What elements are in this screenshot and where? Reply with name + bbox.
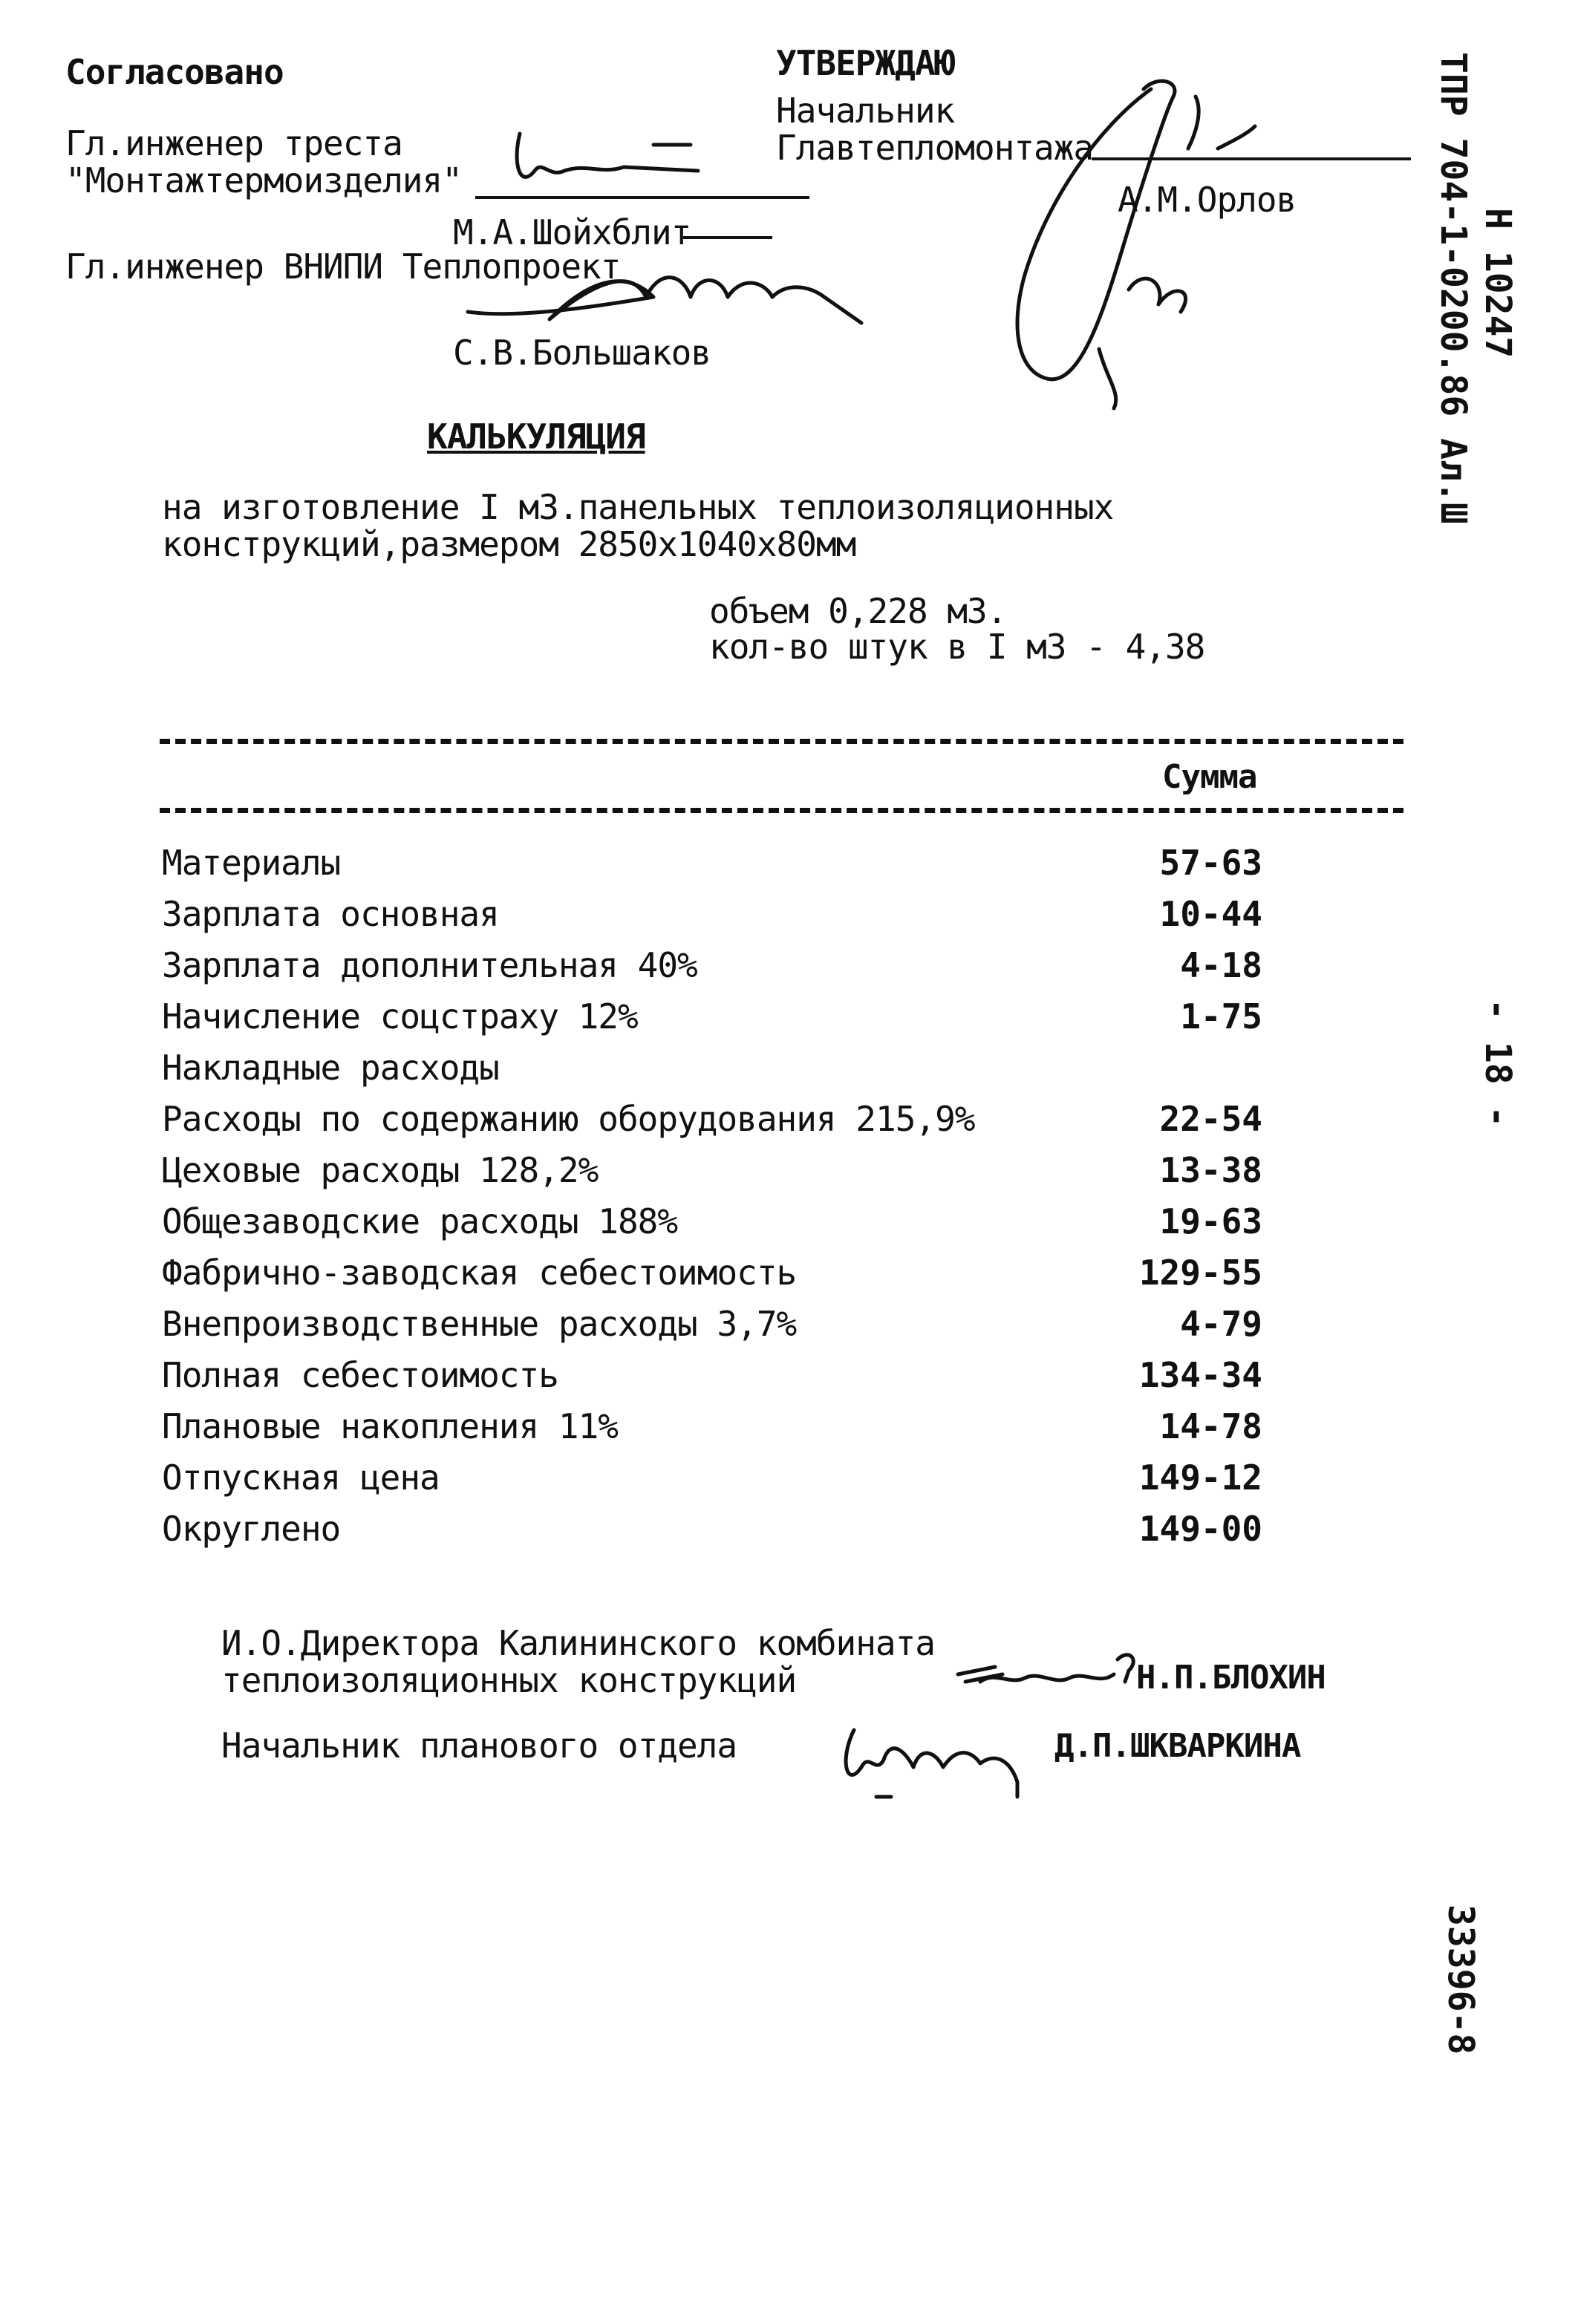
signature-shkvarkina bbox=[832, 1708, 1025, 1804]
planner-label: Начальник планового отдела bbox=[221, 1726, 737, 1766]
row-value: 4-18 bbox=[1180, 945, 1262, 985]
count-text: кол-во штук в I м3 - 4,38 bbox=[709, 627, 1205, 667]
director-name: Н.П.БЛОХИН bbox=[1136, 1659, 1326, 1697]
left-approver-name: М.А.Шойхблит bbox=[453, 212, 691, 252]
page-number: - 18 - bbox=[1477, 999, 1519, 1128]
row-label: Плановые накопления 11% bbox=[162, 1406, 618, 1446]
row-label: Полная себестоимость bbox=[162, 1355, 558, 1395]
right-approver-line2: Главтепломонтажа bbox=[776, 128, 1094, 168]
row-value: 14-78 bbox=[1159, 1406, 1262, 1446]
signature-blokhin bbox=[951, 1645, 1144, 1704]
row-label: Внепроизводственные расходы 3,7% bbox=[162, 1304, 797, 1344]
row-label: Накладные расходы bbox=[162, 1048, 499, 1088]
volume-text: объем 0,228 м3. bbox=[709, 591, 1007, 631]
signature-orlov bbox=[951, 67, 1262, 408]
row-label: Отпускная цена bbox=[162, 1458, 440, 1498]
row-value: 57-63 bbox=[1159, 843, 1262, 883]
sum-header: Сумма bbox=[1162, 758, 1257, 796]
row-label: Зарплата основная bbox=[162, 894, 499, 934]
row-value: 149-12 bbox=[1138, 1458, 1262, 1498]
signature-bolshakov bbox=[460, 252, 876, 342]
director-line1: И.О.Директора Калининского комбината bbox=[221, 1623, 935, 1663]
table-top-rule bbox=[160, 739, 1403, 744]
row-label: Цеховые расходы 128,2% bbox=[162, 1150, 599, 1190]
description-line1: на изготовление I м3.панельных теплоизоляционных bbox=[162, 487, 1114, 527]
left-approver-name2: С.В.Большаков bbox=[453, 333, 711, 373]
row-value: 10-44 bbox=[1159, 894, 1262, 934]
row-value: 19-63 bbox=[1159, 1201, 1262, 1241]
table-header-rule bbox=[160, 808, 1403, 813]
row-value: 134-34 bbox=[1138, 1355, 1262, 1395]
row-value: 4-79 bbox=[1180, 1304, 1262, 1344]
row-value: 22-54 bbox=[1159, 1099, 1262, 1139]
left-approver-line1: Гл.инженер треста bbox=[65, 123, 402, 163]
row-value: 129-55 bbox=[1138, 1253, 1262, 1293]
row-label: Расходы по содержанию оборудования 215,9% bbox=[162, 1099, 975, 1139]
row-label: Округлено bbox=[162, 1509, 341, 1549]
planner-name: Д.П.ШКВАРКИНА bbox=[1054, 1727, 1301, 1765]
row-label: Общезаводские расходы 188% bbox=[162, 1201, 678, 1241]
right-approver-line1: Начальник bbox=[776, 91, 955, 131]
signature-line bbox=[475, 196, 809, 199]
archive-number: 33396-8 bbox=[1440, 1904, 1481, 2055]
right-approver-name: А.М.Орлов bbox=[1118, 180, 1297, 220]
row-value: 149-00 bbox=[1138, 1509, 1262, 1549]
signature-shoikhblit bbox=[505, 119, 713, 193]
left-approver-line3: Гл.инженер ВНИПИ Теплопроект bbox=[65, 247, 621, 287]
doc-series: ТПР 704-1-0200.86 Ал.Ш bbox=[1432, 52, 1474, 524]
row-label: Фабрично-заводская себестоимость bbox=[162, 1253, 797, 1293]
row-value: 1-75 bbox=[1180, 996, 1262, 1037]
signature-line-2 bbox=[683, 236, 772, 239]
doc-code: Н 10247 bbox=[1477, 208, 1519, 359]
approve-label: УТВЕРЖДАЮ bbox=[776, 43, 955, 83]
row-label: Зарплата дополнительная 40% bbox=[162, 945, 697, 985]
director-line2: теплоизоляционных конструкций bbox=[221, 1660, 797, 1700]
row-label: Материалы bbox=[162, 843, 341, 883]
left-approver-line2: "Монтажтермоизделия" bbox=[65, 160, 462, 200]
description-line2: конструкций,размером 2850х1040х80мм bbox=[162, 524, 856, 564]
row-value: 13-38 bbox=[1159, 1150, 1262, 1190]
row-label: Начисление соцстраху 12% bbox=[162, 996, 638, 1037]
agreed-label: Согласовано bbox=[65, 52, 284, 92]
document-title: КАЛЬКУЛЯЦИЯ bbox=[427, 417, 645, 457]
